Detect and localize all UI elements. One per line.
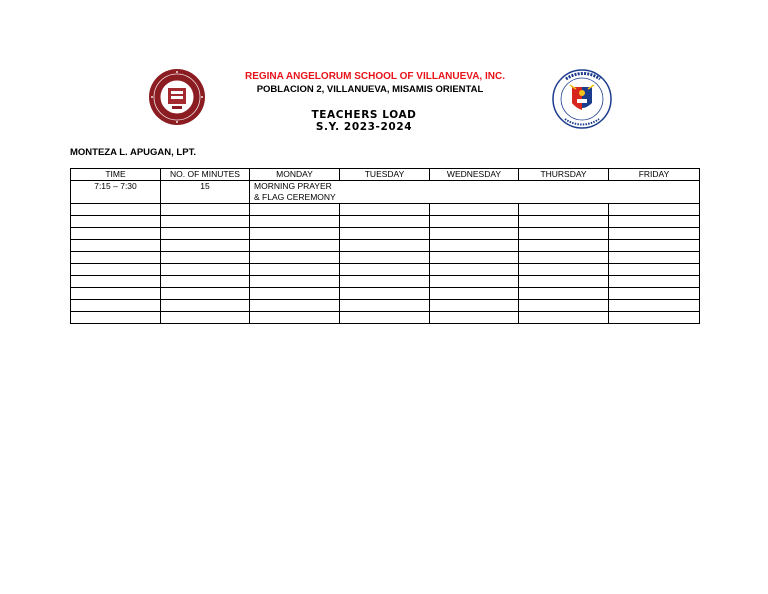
column-header-time: TIME: [71, 169, 161, 181]
column-header-monday: MONDAY: [250, 169, 340, 181]
school-name: REGINA ANGELORUM SCHOOL OF VILLANUEVA, INC.: [244, 71, 505, 82]
title-line-2: S.Y. 2023-2024: [315, 121, 413, 133]
table-row: [71, 312, 700, 324]
activity-line-1: MORNING PRAYER: [254, 181, 332, 191]
column-header-friday: FRIDAY: [609, 169, 700, 181]
table-row: [71, 252, 700, 264]
column-header-thursday: THURSDAY: [519, 169, 609, 181]
table-row: [71, 216, 700, 228]
school-address: POBLACION 2, VILLANUEVA, MISAMIS ORIENTAL: [256, 84, 484, 95]
minutes-cell: 15: [161, 181, 250, 204]
time-cell: 7:15 – 7:30: [71, 181, 161, 204]
column-header-wednesday: WEDNESDAY: [430, 169, 519, 181]
table-header-row: [71, 169, 700, 181]
deped-seal-icon: [548, 69, 616, 129]
activity-cell: [250, 181, 700, 204]
column-header-minutes: NO. OF MINUTES: [161, 169, 250, 181]
table-row: [71, 300, 700, 312]
document-title: [0, 109, 728, 133]
table-row: [71, 276, 700, 288]
table-row: [71, 204, 700, 216]
table-row: [71, 240, 700, 252]
teachers-load-table: [70, 168, 700, 324]
table-row: [71, 264, 700, 276]
table-row: [71, 228, 700, 240]
activity-line-2: & FLAG CEREMONY: [254, 192, 336, 202]
column-header-tuesday: TUESDAY: [340, 169, 430, 181]
title-line-1: TEACHERS LOAD: [311, 109, 417, 121]
teacher-name: MONTEZA L. APUGAN, LPT.: [70, 147, 196, 158]
table-row: [71, 181, 700, 204]
table-row: [71, 288, 700, 300]
